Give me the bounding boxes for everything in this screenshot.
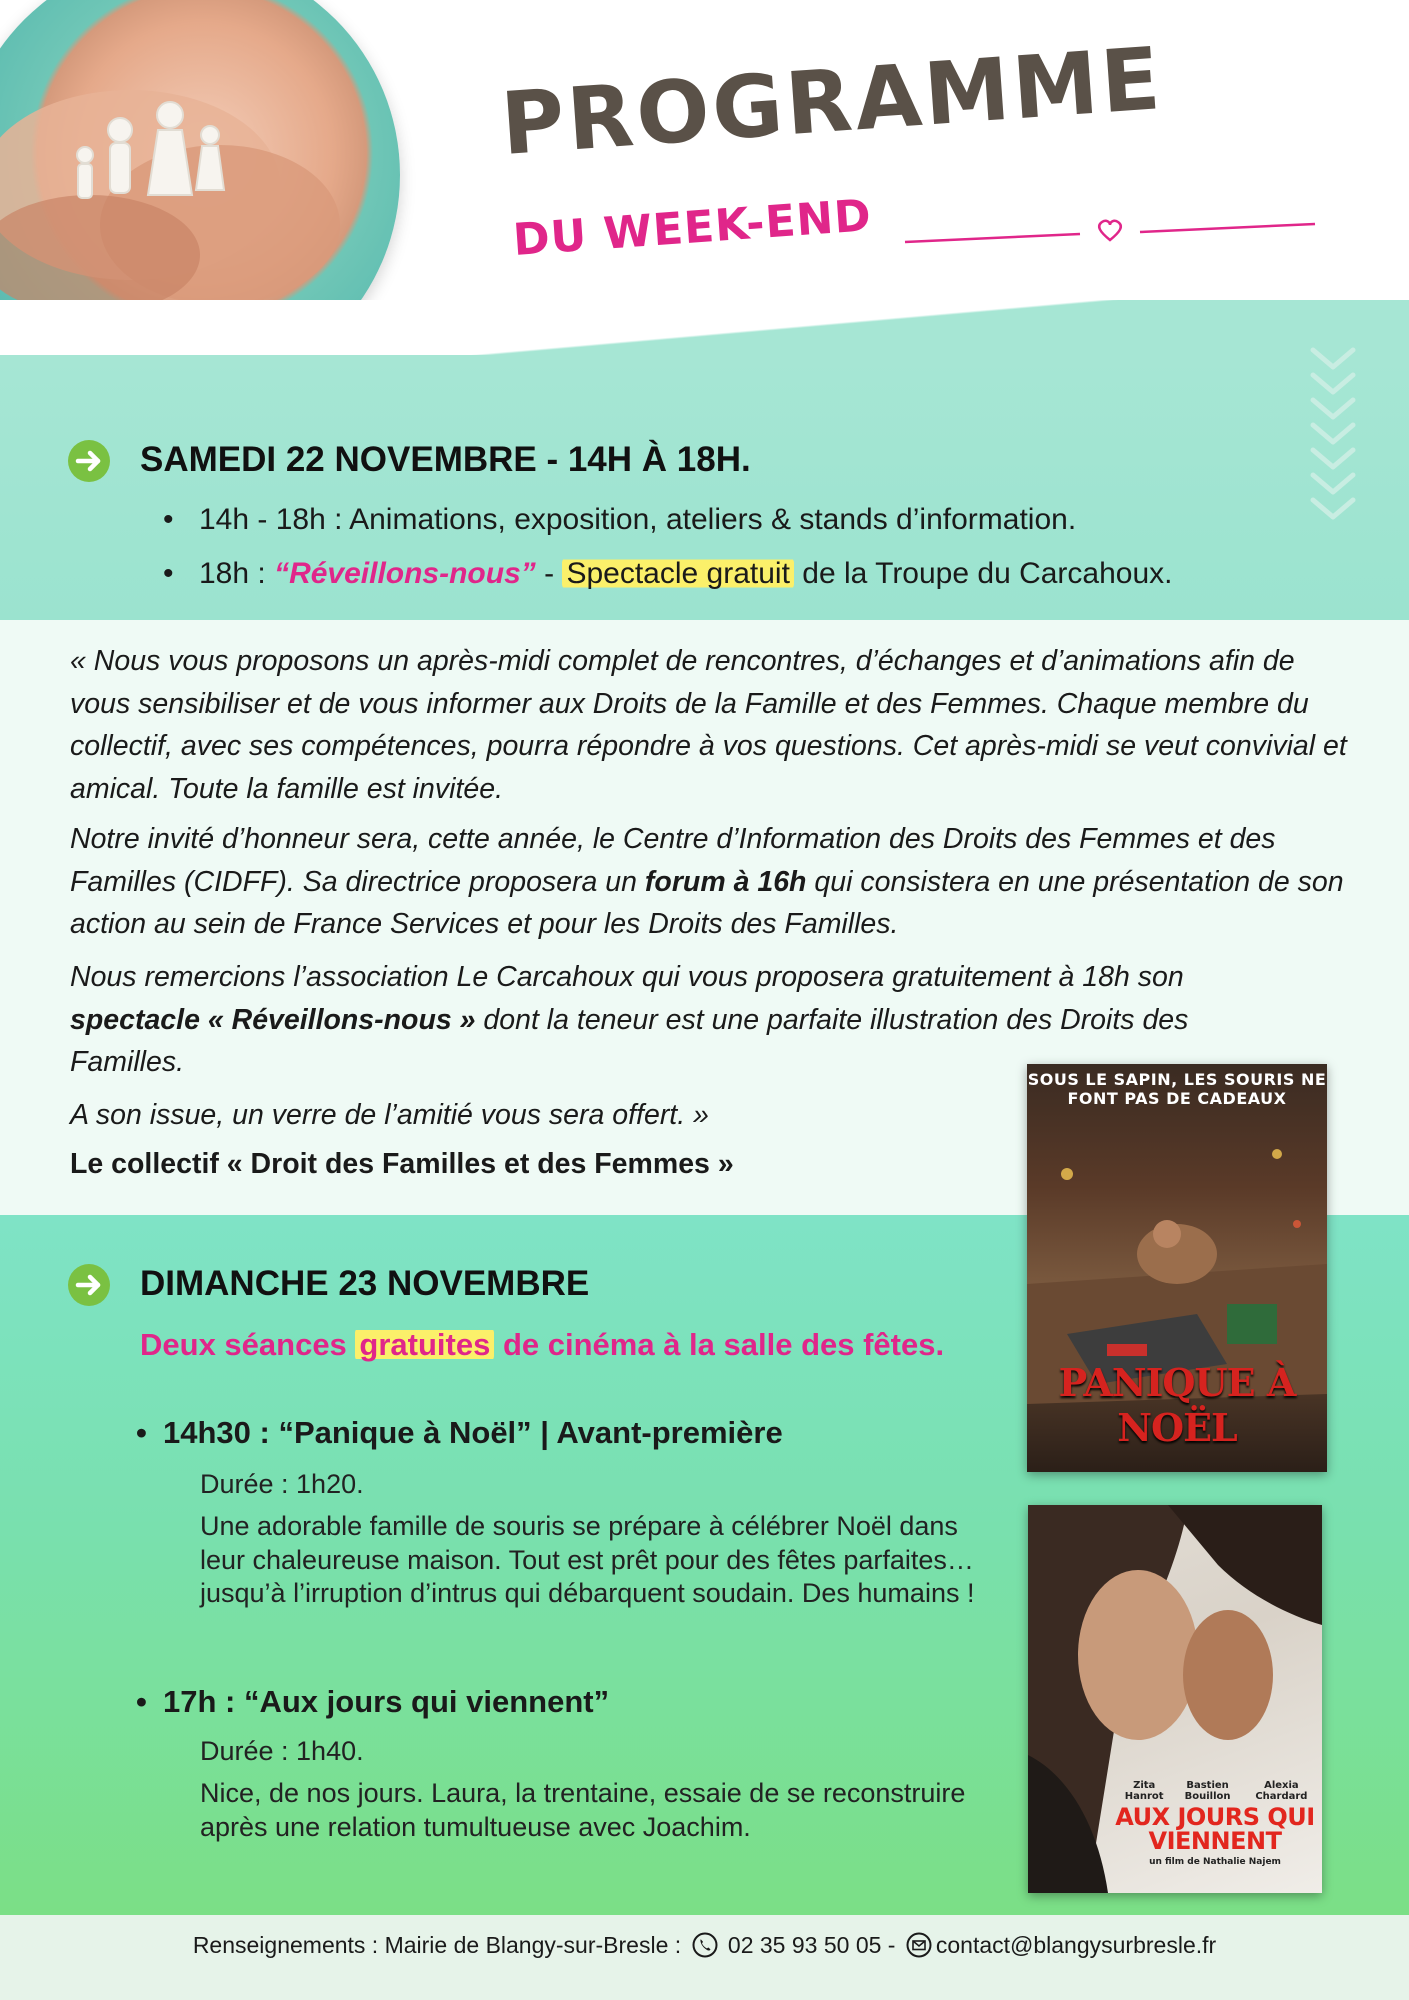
- show-title: “Réveillons-nous”: [274, 557, 536, 590]
- movie-2-title: • 17h : “Aux jours qui viennent”: [163, 1684, 609, 1720]
- footer-contact: Renseignements : Mairie de Blangy-sur-Bresle : 02 35 93 50 05 - contact@blangysurbresle.fr: [192, 1932, 1217, 1958]
- movie-2-synopsis: Nice, de nos jours. Laura, la trentaine, essaie de se reconstruire après une relation tumultueuse avec Joachim.: [200, 1778, 966, 1842]
- highlight-free-show: Spectacle gratuit: [562, 557, 793, 590]
- sunday-heading: DIMANCHE 23 NOVEMBRE: [140, 1264, 590, 1303]
- movie-1-synopsis: Une adorable famille de souris se prépare à célébrer Noël dans leur chaleureuse maison. Tout est prêt pour des fêtes parfaites… jusqu’à l’irruption d’intrus qui débarquent soudain. Des humains !: [200, 1511, 975, 1608]
- saturday-heading: SAMEDI 22 NOVEMBRE - 14H À 18H.: [140, 440, 751, 479]
- description-paragraph-4: A son issue, un verre de l’amitié vous sera offert. »: [70, 1099, 709, 1131]
- poster-2-director: un film de Nathalie Najem: [1149, 1857, 1281, 1867]
- footer-label: Renseignements : Mairie de Blangy-sur-Bresle :: [192, 1932, 682, 1958]
- movie-1-duration: Durée : 1h20.: [200, 1469, 364, 1499]
- movie-1-title: • 14h30 : “Panique à Noël” | Avant-première: [163, 1415, 783, 1451]
- description-paragraph-2: Notre invité d’honneur sera, cette année, le Centre d’Information des Droits des Femmes et des Familles (CIDFF). Sa directrice proposera un forum à 16h qui consistera en une présentation de son action au sein de France Services et pour les Droits des Familles.: [70, 823, 1344, 940]
- arrow-right-icon: [68, 440, 110, 482]
- heart-divider: [900, 210, 1320, 260]
- list-item: • 18h : “Réveillons-nous” - Spectacle gratuit de la Troupe du Carcahoux.: [163, 557, 1173, 591]
- signature: Le collectif « Droit des Familles et des Femmes »: [70, 1148, 734, 1180]
- description-paragraph-1: « Nous vous proposons un après-midi complet de rencontres, d’échanges et d’animations afin de vous sensibiliser et de vous informer aux Droits de la Famille et des Femmes. Chaque membre du collectif, avec ses compétences, pourra répondre à vos questions. Cet après-midi se veut convivial et amical. Toute la famille est invitée.: [70, 645, 1347, 805]
- description-paragraph-3: Nous remercions l’association Le Carcahoux qui vous proposera gratuitement à 18h son spectacle « Réveillons-nous » dont la teneur est une parfaite illustration des Droits des Familles.: [70, 961, 1189, 1078]
- footer-email[interactable]: contact@blangysurbresle.fr: [935, 1932, 1217, 1958]
- poster-2-title: AUX JOURS QUI VIENNENT: [1115, 1803, 1315, 1855]
- saturday-schedule-list: [163, 503, 1173, 591]
- movie-1-poster: [1027, 1064, 1327, 1472]
- movie-2-duration: Durée : 1h40.: [200, 1736, 364, 1766]
- heart-icon: [1099, 221, 1121, 240]
- page-title: PROGRAMME: [498, 29, 1167, 175]
- poster-1-tagline: SOUS LE SAPIN, LES SOURIS NE FONT PAS DE CADEAUX: [1027, 1070, 1327, 1108]
- poster-2-credits: Zita Hanrot Bastien Bouillon Alexia Chardard: [1124, 1780, 1308, 1802]
- email-icon: [906, 1932, 932, 1958]
- footer-phone[interactable]: 02 35 93 50 05: [727, 1932, 882, 1958]
- sunday-subtitle: Deux séances gratuites de cinéma à la salle des fêtes.: [140, 1327, 945, 1362]
- poster-1-title: PANIQUE À NOËL: [1058, 1360, 1296, 1450]
- arrow-right-icon: [68, 1264, 110, 1306]
- phone-icon: [692, 1932, 718, 1958]
- chevron-down-icon: [1308, 345, 1358, 530]
- highlight-free: gratuites: [355, 1327, 494, 1362]
- list-item: • 14h - 18h : Animations, exposition, ateliers & stands d’information.: [163, 503, 1173, 537]
- movie-2-poster: [1028, 1505, 1322, 1893]
- page-subtitle: DU WEEK-END: [511, 190, 874, 266]
